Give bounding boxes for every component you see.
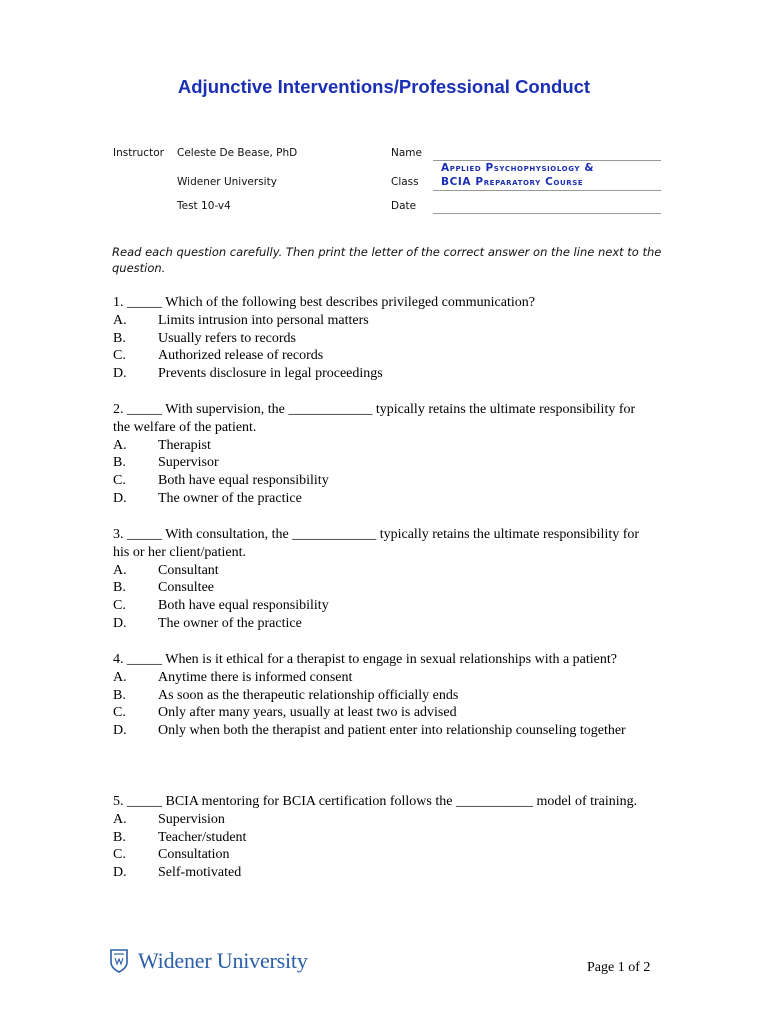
option-letter: B. <box>113 829 126 845</box>
option-text: Teacher/student <box>158 829 247 845</box>
option-letter: D. <box>113 865 127 881</box>
option-letter: D. <box>113 723 127 739</box>
option-text: Consultant <box>158 562 219 578</box>
question-2 <box>113 401 653 508</box>
option-text: The owner of the practice <box>158 615 302 631</box>
date-label: Date <box>391 200 417 212</box>
option-a <box>113 669 653 687</box>
option-text: Supervisor <box>158 455 219 471</box>
option-letter: A. <box>113 669 127 685</box>
option-a <box>113 811 653 829</box>
option-letter: C. <box>113 473 126 489</box>
option-letter: C. <box>113 705 126 721</box>
option-text: Only when both the therapist and patient enter into relationship counseling together <box>158 723 626 739</box>
name-field-line[interactable] <box>433 160 661 161</box>
option-c <box>113 472 653 490</box>
class-field-line <box>433 190 661 191</box>
option-b <box>113 687 653 705</box>
question-3 <box>113 526 653 633</box>
option-letter: D. <box>113 366 127 382</box>
university-name: Widener University <box>177 176 277 188</box>
class-value-line2: BCIA Preparatory Course <box>441 176 584 188</box>
class-label: Class <box>391 176 419 188</box>
question-stem: 2. _____ With supervision, the ____________ typically retains the ultimate responsibility for the welfare of the patient. <box>113 402 636 435</box>
test-id: Test 10-v4 <box>177 200 231 212</box>
name-label: Name <box>391 147 422 159</box>
option-letter: B. <box>113 330 126 346</box>
option-text: Limits intrusion into personal matters <box>158 312 369 328</box>
option-b <box>113 454 653 472</box>
option-text: As soon as the therapeutic relationship officially ends <box>158 687 459 703</box>
option-b <box>113 330 653 348</box>
option-text: Only after many years, usually at least two is advised <box>158 705 457 721</box>
option-text: Consultee <box>158 580 214 596</box>
option-text: Supervision <box>158 811 225 827</box>
class-value-line1: Applied Psychophysiology & <box>441 162 595 174</box>
document-title: Adjunctive Interventions/Professional Conduct <box>177 76 591 97</box>
option-letter: B. <box>113 580 126 596</box>
option-c <box>113 347 653 365</box>
option-letter: A. <box>113 437 127 453</box>
option-letter: A. <box>113 562 127 578</box>
page-number: Page 1 of 2 <box>587 960 651 975</box>
option-text: Consultation <box>158 847 230 863</box>
question-1 <box>113 294 653 383</box>
option-c <box>113 597 653 615</box>
option-letter: A. <box>113 811 127 827</box>
option-text: Self-motivated <box>158 865 242 881</box>
question-5 <box>113 793 653 882</box>
option-letter: B. <box>113 455 126 471</box>
question-stem: 5. _____ BCIA mentoring for BCIA certification follows the ___________ model of training. <box>113 794 638 809</box>
date-field-line[interactable] <box>433 213 661 214</box>
option-text: Both have equal responsibility <box>158 598 329 614</box>
option-d <box>113 864 653 882</box>
option-text: Therapist <box>158 437 211 453</box>
option-text: Usually refers to records <box>158 330 297 346</box>
option-d <box>113 490 653 508</box>
university-logo <box>110 948 308 974</box>
option-letter: B. <box>113 687 126 703</box>
option-a <box>113 562 653 580</box>
option-letter: D. <box>113 490 127 506</box>
question-stem: 3. _____ With consultation, the ____________ typically retains the ultimate responsibility for his or her client/patient. <box>113 527 640 560</box>
question-4 <box>113 651 653 740</box>
option-c <box>113 704 653 722</box>
option-a <box>113 312 653 330</box>
option-b <box>113 579 653 597</box>
question-stem: 4. _____ When is it ethical for a therapist to engage in sexual relationships with a patient? <box>113 652 617 667</box>
option-b <box>113 829 653 847</box>
option-text: Anytime there is informed consent <box>158 669 353 685</box>
option-letter: A. <box>113 312 127 328</box>
logo-text: Widener University <box>138 948 308 973</box>
option-text: Both have equal responsibility <box>158 473 329 489</box>
instructor-name: Celeste De Bease, PhD <box>177 147 298 159</box>
option-d <box>113 722 653 740</box>
option-d <box>113 365 653 383</box>
question-stem: 1. _____ Which of the following best describes privileged communication? <box>113 295 535 310</box>
instructor-label: Instructor <box>113 147 164 159</box>
option-d <box>113 615 653 633</box>
option-letter: C. <box>113 348 126 364</box>
option-a <box>113 437 653 455</box>
option-letter: C. <box>113 598 126 614</box>
option-c <box>113 846 653 864</box>
option-text: Prevents disclosure in legal proceedings <box>158 366 383 382</box>
option-text: The owner of the practice <box>158 490 302 506</box>
option-letter: C. <box>113 847 126 863</box>
instructions: Read each question carefully. Then print the letter of the correct answer on the line next to the question. <box>112 245 662 275</box>
option-letter: D. <box>113 615 127 631</box>
shield-icon <box>110 949 128 973</box>
option-text: Authorized release of records <box>158 348 324 364</box>
